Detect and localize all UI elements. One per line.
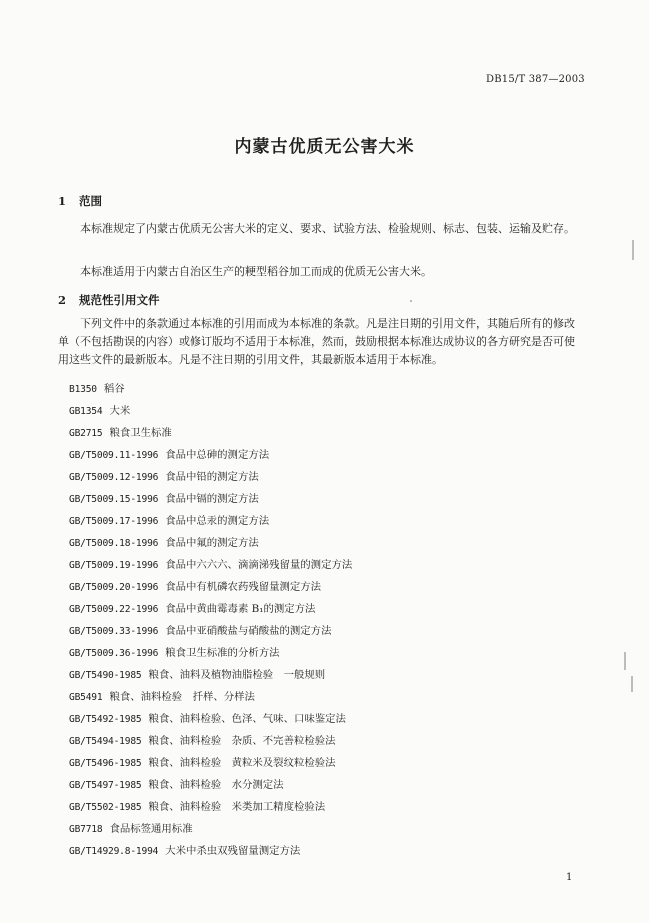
reference-code: GB/T5492-1985 <box>69 714 142 725</box>
reference-item <box>69 686 352 708</box>
reference-code: GB/T5009.12-1996 <box>69 472 159 483</box>
references-intro: 下列文件中的条款通过本标准的引用而成为本标准的条款。凡是注日期的引用文件，其随后所有的修改单（不包括勘误的内容）或修订版均不适用于本标准，然而，鼓励根据本标准达成协议的各方研究是否可使用这些文件的最新版本。凡是不注日期的引用文件，其最新版本适用于本标准。 <box>58 317 575 366</box>
reference-name: 粮食、油料检验 扦样、分样法 <box>109 691 255 703</box>
reference-item <box>69 620 352 642</box>
reference-code: GB/T5009.11-1996 <box>69 450 159 461</box>
reference-item <box>69 444 352 466</box>
reference-name: 粮食、油料检验 黄粒米及裂纹粒检验法 <box>148 757 336 769</box>
section-title: 范围 <box>79 194 103 208</box>
reference-code: GB/T5009.36-1996 <box>69 648 159 659</box>
reference-code: GB/T5009.33-1996 <box>69 626 159 637</box>
reference-item <box>69 378 352 400</box>
reference-item <box>69 466 352 488</box>
reference-name: 粮食、油料检验 杂质、不完善粒检验法 <box>148 735 336 747</box>
reference-name: 食品中有机磷农药残留量测定方法 <box>165 581 322 593</box>
reference-name: 食品中总汞的测定方法 <box>165 515 270 527</box>
reference-item <box>69 510 352 532</box>
reference-item <box>69 400 352 422</box>
reference-item <box>69 664 352 686</box>
section-2-heading <box>58 292 160 308</box>
reference-item <box>69 576 352 598</box>
reference-code: GB/T5494-1985 <box>69 736 142 747</box>
reference-name: 食品中亚硝酸盐与硝酸盐的测定方法 <box>165 625 332 637</box>
reference-list <box>69 378 352 862</box>
reference-code: GB/T5009.18-1996 <box>69 538 159 549</box>
scan-speck <box>410 300 412 302</box>
scan-speck <box>624 652 626 670</box>
reference-item <box>69 708 352 730</box>
reference-code: GB2715 <box>69 428 103 439</box>
scan-speck <box>632 240 634 260</box>
section-number: 2 <box>58 293 67 307</box>
reference-code: B1350 <box>69 384 97 395</box>
section-1-heading <box>58 193 102 209</box>
reference-name: 食品中总砷的测定方法 <box>165 449 270 461</box>
page-number: 1 <box>566 872 573 883</box>
reference-name: 大米中杀虫双残留量测定方法 <box>165 845 301 857</box>
reference-name: 食品中镉的测定方法 <box>165 493 259 505</box>
document-code: DB15/T 387—2003 <box>486 74 585 85</box>
reference-item <box>69 818 352 840</box>
reference-name: 食品中铅的测定方法 <box>165 471 259 483</box>
reference-code: GB5491 <box>69 692 103 703</box>
scope-paragraph-1: 本标准规定了内蒙古优质无公害大米的定义、要求、试验方法、检验规则、标志、包装、运输及贮存。 <box>80 222 575 235</box>
reference-name: 粮食卫生标准的分析方法 <box>165 647 280 659</box>
reference-code: GB/T5490-1985 <box>69 670 142 681</box>
reference-item <box>69 796 352 818</box>
reference-item <box>69 752 352 774</box>
reference-code: GB/T14929.8-1994 <box>69 846 159 857</box>
reference-name: 食品中氟的测定方法 <box>165 537 259 549</box>
reference-item <box>69 598 352 620</box>
document-title: 内蒙古优质无公害大米 <box>234 137 415 157</box>
reference-name: 粮食、油料检验 米类加工精度检验法 <box>148 801 326 813</box>
reference-code: GB7718 <box>69 824 103 835</box>
reference-item <box>69 488 352 510</box>
section-title: 规范性引用文件 <box>79 293 160 307</box>
reference-name: 大米 <box>109 405 131 417</box>
reference-name: 稻谷 <box>103 383 125 395</box>
reference-code: GB/T5009.19-1996 <box>69 560 159 571</box>
reference-code: GB1354 <box>69 406 103 417</box>
scan-speck <box>631 676 633 692</box>
reference-code: GB/T5009.22-1996 <box>69 604 159 615</box>
reference-item <box>69 730 352 752</box>
reference-item <box>69 422 352 444</box>
reference-name: 食品中六六六、滴滴涕残留量的测定方法 <box>165 559 353 571</box>
scope-paragraph-2: 本标准适用于内蒙古自治区生产的粳型稻谷加工而成的优质无公害大米。 <box>80 265 432 278</box>
reference-item <box>69 554 352 576</box>
reference-item <box>69 642 352 664</box>
reference-code: GB/T5496-1985 <box>69 758 142 769</box>
section-number: 1 <box>58 194 67 208</box>
reference-name: 食品中黄曲霉毒素 B₁的测定方法 <box>165 603 316 615</box>
reference-name: 粮食、油料及植物油脂检验 一般规则 <box>148 669 326 681</box>
reference-code: GB/T5497-1985 <box>69 780 142 791</box>
reference-item <box>69 532 352 554</box>
reference-name: 食品标签通用标准 <box>109 823 193 835</box>
reference-code: GB/T5009.20-1996 <box>69 582 159 593</box>
reference-name: 粮食卫生标准 <box>109 427 172 439</box>
reference-item <box>69 840 352 862</box>
reference-code: GB/T5009.15-1996 <box>69 494 159 505</box>
reference-code: GB/T5502-1985 <box>69 802 142 813</box>
reference-name: 粮食、油料检验、色泽、气味、口味鉴定法 <box>148 713 346 725</box>
reference-name: 粮食、油料检验 水分测定法 <box>148 779 284 791</box>
reference-item <box>69 774 352 796</box>
reference-code: GB/T5009.17-1996 <box>69 516 159 527</box>
